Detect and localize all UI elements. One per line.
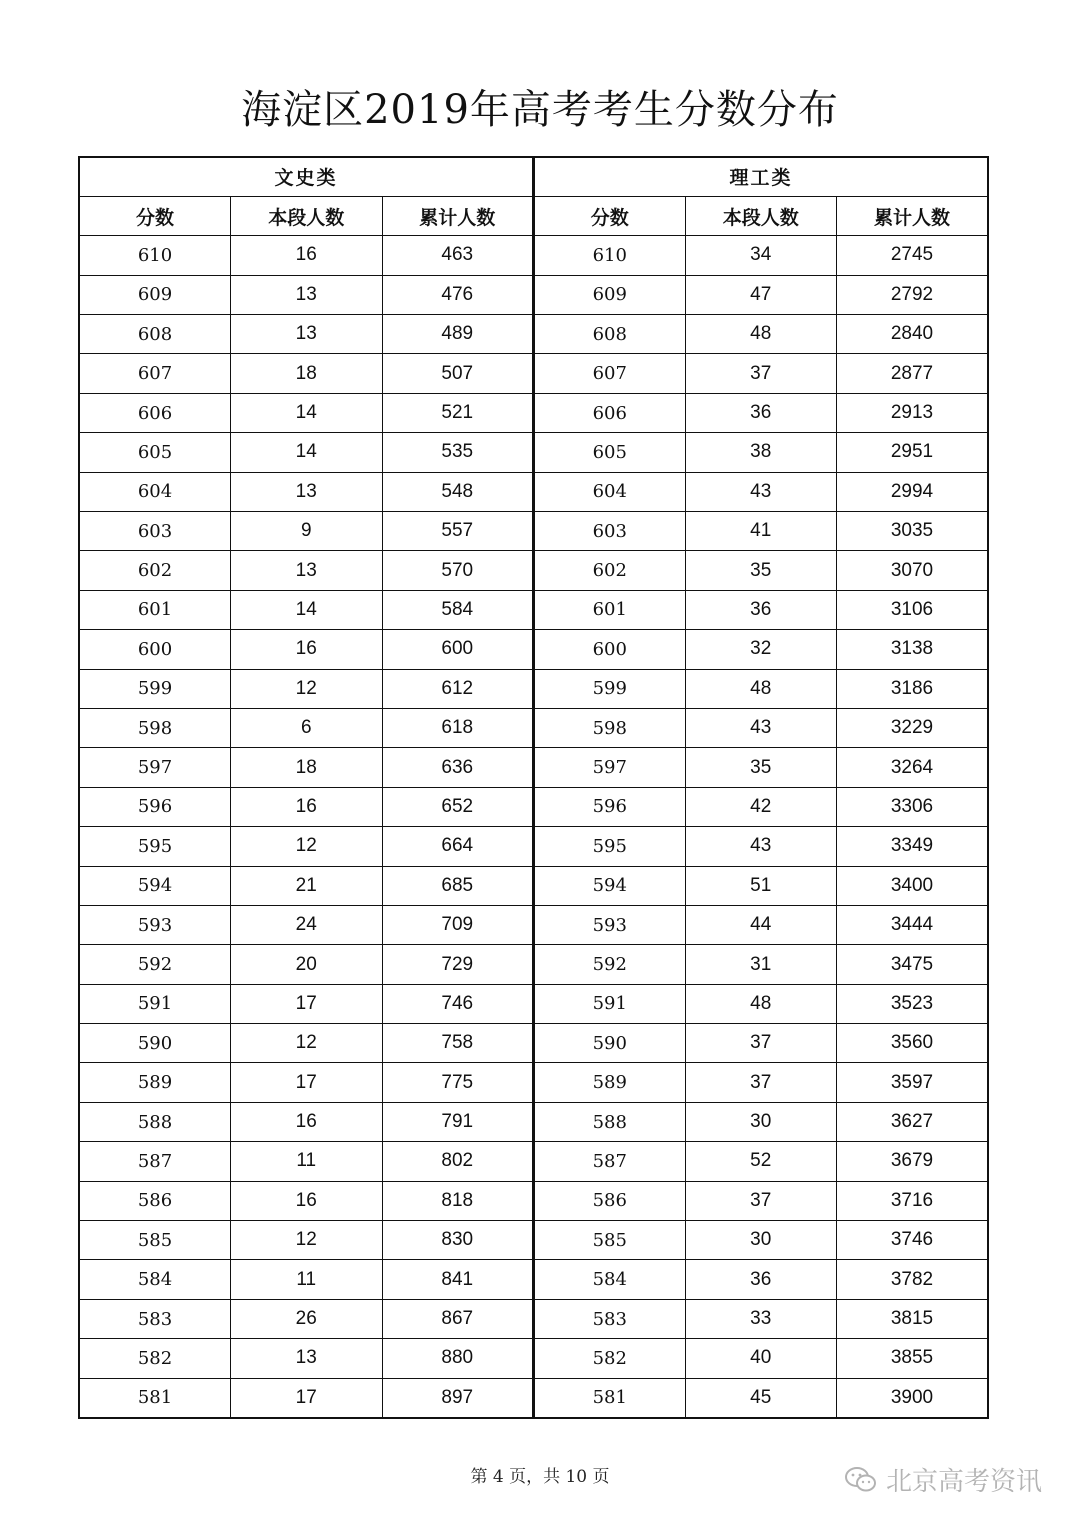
score-distribution-table <box>78 156 989 1419</box>
cumulative-count-cell: 830 <box>382 1221 534 1260</box>
table-row <box>79 590 988 629</box>
segment-count-cell: 48 <box>685 669 837 708</box>
segment-count-cell: 38 <box>685 433 837 472</box>
table-row <box>79 472 988 511</box>
cumulative-count-cell: 3900 <box>837 1378 989 1417</box>
cumulative-count-cell: 802 <box>382 1142 534 1181</box>
group-header-liberal-arts: 文史类 <box>79 157 534 196</box>
table-row <box>79 512 988 551</box>
segment-count-cell: 48 <box>685 984 837 1023</box>
segment-count-cell: 13 <box>231 315 383 354</box>
cumulative-count-cell: 489 <box>382 315 534 354</box>
cumulative-count-cell: 463 <box>382 236 534 275</box>
cumulative-count-cell: 685 <box>382 866 534 905</box>
cumulative-count-cell: 507 <box>382 354 534 393</box>
score-cell: 610 <box>79 236 231 275</box>
segment-count-cell: 52 <box>685 1142 837 1181</box>
segment-count-cell: 51 <box>685 866 837 905</box>
score-cell: 586 <box>534 1181 686 1220</box>
table-row <box>79 354 988 393</box>
table-row <box>79 1102 988 1141</box>
segment-count-cell: 16 <box>231 236 383 275</box>
cumulative-count-cell: 818 <box>382 1181 534 1220</box>
score-cell: 599 <box>79 669 231 708</box>
segment-count-cell: 13 <box>231 1339 383 1378</box>
segment-count-cell: 16 <box>231 1102 383 1141</box>
cumulative-count-cell: 618 <box>382 708 534 747</box>
table-row <box>79 669 988 708</box>
table-row <box>79 275 988 314</box>
table-row <box>79 748 988 787</box>
score-cell: 597 <box>79 748 231 787</box>
score-cell: 589 <box>79 1063 231 1102</box>
cumulative-count-cell: 2951 <box>837 433 989 472</box>
table-row <box>79 1142 988 1181</box>
segment-count-cell: 16 <box>231 630 383 669</box>
cumulative-count-cell: 548 <box>382 472 534 511</box>
score-cell: 592 <box>534 945 686 984</box>
score-cell: 594 <box>534 866 686 905</box>
cumulative-count-cell: 729 <box>382 945 534 984</box>
table-row <box>79 827 988 866</box>
cumulative-count-cell: 570 <box>382 551 534 590</box>
score-cell: 582 <box>534 1339 686 1378</box>
segment-count-cell: 43 <box>685 827 837 866</box>
segment-count-cell: 43 <box>685 472 837 511</box>
cumulative-count-cell: 791 <box>382 1102 534 1141</box>
segment-count-cell: 36 <box>685 1260 837 1299</box>
cumulative-count-cell: 3349 <box>837 827 989 866</box>
cumulative-count-cell: 3523 <box>837 984 989 1023</box>
cumulative-count-cell: 3106 <box>837 590 989 629</box>
column-header-score: 分数 <box>534 196 686 235</box>
group-header-row <box>79 157 988 196</box>
score-cell: 589 <box>534 1063 686 1102</box>
segment-count-cell: 16 <box>231 787 383 826</box>
cumulative-count-cell: 867 <box>382 1299 534 1338</box>
score-cell: 609 <box>534 275 686 314</box>
cumulative-count-cell: 557 <box>382 512 534 551</box>
cumulative-count-cell: 2792 <box>837 275 989 314</box>
score-cell: 587 <box>79 1142 231 1181</box>
watermark <box>844 1461 1042 1498</box>
score-cell: 591 <box>79 984 231 1023</box>
cumulative-count-cell: 3597 <box>837 1063 989 1102</box>
table-row <box>79 1221 988 1260</box>
score-cell: 599 <box>534 669 686 708</box>
segment-count-cell: 14 <box>231 590 383 629</box>
table-row <box>79 708 988 747</box>
cumulative-count-cell: 880 <box>382 1339 534 1378</box>
cumulative-count-cell: 758 <box>382 1024 534 1063</box>
score-cell: 601 <box>79 590 231 629</box>
segment-count-cell: 17 <box>231 1063 383 1102</box>
score-cell: 600 <box>534 630 686 669</box>
table-row <box>79 1299 988 1338</box>
segment-count-cell: 45 <box>685 1378 837 1417</box>
segment-count-cell: 37 <box>685 1024 837 1063</box>
score-cell: 593 <box>534 905 686 944</box>
score-cell: 604 <box>534 472 686 511</box>
score-cell: 603 <box>534 512 686 551</box>
segment-count-cell: 13 <box>231 472 383 511</box>
cumulative-count-cell: 2877 <box>837 354 989 393</box>
score-cell: 586 <box>79 1181 231 1220</box>
segment-count-cell: 37 <box>685 1063 837 1102</box>
cumulative-count-cell: 636 <box>382 748 534 787</box>
segment-count-cell: 35 <box>685 748 837 787</box>
segment-count-cell: 14 <box>231 433 383 472</box>
score-cell: 602 <box>79 551 231 590</box>
score-cell: 607 <box>534 354 686 393</box>
score-cell: 608 <box>534 315 686 354</box>
segment-count-cell: 13 <box>231 551 383 590</box>
cumulative-count-cell: 3679 <box>837 1142 989 1181</box>
cumulative-count-cell: 3186 <box>837 669 989 708</box>
segment-count-cell: 36 <box>685 590 837 629</box>
score-cell: 592 <box>79 945 231 984</box>
wechat-icon <box>844 1466 878 1494</box>
score-cell: 596 <box>79 787 231 826</box>
score-cell: 583 <box>79 1299 231 1338</box>
watermark-text: 北京高考资讯 <box>885 1467 1042 1497</box>
segment-count-cell: 18 <box>231 748 383 787</box>
score-cell: 603 <box>79 512 231 551</box>
cumulative-count-cell: 2745 <box>837 236 989 275</box>
page-footer: 第 4 页，共 10 页 <box>470 1467 610 1487</box>
cumulative-count-cell: 584 <box>382 590 534 629</box>
segment-count-cell: 20 <box>231 945 383 984</box>
segment-count-cell: 13 <box>231 275 383 314</box>
table-row <box>79 393 988 432</box>
score-cell: 590 <box>79 1024 231 1063</box>
score-cell: 605 <box>534 433 686 472</box>
cumulative-count-cell: 535 <box>382 433 534 472</box>
score-cell: 585 <box>79 1221 231 1260</box>
table-row <box>79 630 988 669</box>
segment-count-cell: 37 <box>685 354 837 393</box>
cumulative-count-cell: 2840 <box>837 315 989 354</box>
score-cell: 597 <box>534 748 686 787</box>
table-row <box>79 551 988 590</box>
table-row <box>79 1378 988 1417</box>
segment-count-cell: 34 <box>685 236 837 275</box>
cumulative-count-cell: 3138 <box>837 630 989 669</box>
score-cell: 581 <box>79 1378 231 1417</box>
segment-count-cell: 17 <box>231 984 383 1023</box>
column-header-segment-count: 本段人数 <box>231 196 383 235</box>
segment-count-cell: 12 <box>231 1221 383 1260</box>
score-cell: 593 <box>79 905 231 944</box>
cumulative-count-cell: 897 <box>382 1378 534 1417</box>
cumulative-count-cell: 3716 <box>837 1181 989 1220</box>
score-cell: 588 <box>79 1102 231 1141</box>
score-cell: 608 <box>79 315 231 354</box>
segment-count-cell: 16 <box>231 1181 383 1220</box>
segment-count-cell: 12 <box>231 1024 383 1063</box>
segment-count-cell: 37 <box>685 1181 837 1220</box>
segment-count-cell: 18 <box>231 354 383 393</box>
score-cell: 606 <box>79 393 231 432</box>
score-cell: 588 <box>534 1102 686 1141</box>
segment-count-cell: 47 <box>685 275 837 314</box>
score-cell: 594 <box>79 866 231 905</box>
table-row <box>79 905 988 944</box>
segment-count-cell: 12 <box>231 669 383 708</box>
cumulative-count-cell: 3627 <box>837 1102 989 1141</box>
segment-count-cell: 14 <box>231 393 383 432</box>
score-cell: 609 <box>79 275 231 314</box>
cumulative-count-cell: 3306 <box>837 787 989 826</box>
cumulative-count-cell: 521 <box>382 393 534 432</box>
column-header-score: 分数 <box>79 196 231 235</box>
page-title: 海淀区2019年高考考生分数分布 <box>241 87 839 133</box>
cumulative-count-cell: 3229 <box>837 708 989 747</box>
cumulative-count-cell: 746 <box>382 984 534 1023</box>
segment-count-cell: 26 <box>231 1299 383 1338</box>
score-cell: 595 <box>79 827 231 866</box>
segment-count-cell: 30 <box>685 1221 837 1260</box>
cumulative-count-cell: 3815 <box>837 1299 989 1338</box>
cumulative-count-cell: 2913 <box>837 393 989 432</box>
cumulative-count-cell: 3070 <box>837 551 989 590</box>
cumulative-count-cell: 3782 <box>837 1260 989 1299</box>
score-cell: 584 <box>79 1260 231 1299</box>
segment-count-cell: 35 <box>685 551 837 590</box>
segment-count-cell: 30 <box>685 1102 837 1141</box>
segment-count-cell: 17 <box>231 1378 383 1417</box>
segment-count-cell: 24 <box>231 905 383 944</box>
column-header-cumulative-count: 累计人数 <box>382 196 534 235</box>
table-body <box>79 236 988 1418</box>
segment-count-cell: 6 <box>231 708 383 747</box>
cumulative-count-cell: 476 <box>382 275 534 314</box>
score-cell: 596 <box>534 787 686 826</box>
segment-count-cell: 36 <box>685 393 837 432</box>
score-cell: 606 <box>534 393 686 432</box>
cumulative-count-cell: 664 <box>382 827 534 866</box>
segment-count-cell: 43 <box>685 708 837 747</box>
score-cell: 598 <box>534 708 686 747</box>
column-header-row <box>79 196 988 235</box>
table-row <box>79 984 988 1023</box>
table-row <box>79 433 988 472</box>
segment-count-cell: 44 <box>685 905 837 944</box>
table-row <box>79 1024 988 1063</box>
segment-count-cell: 11 <box>231 1260 383 1299</box>
score-cell: 581 <box>534 1378 686 1417</box>
score-cell: 584 <box>534 1260 686 1299</box>
score-cell: 587 <box>534 1142 686 1181</box>
segment-count-cell: 11 <box>231 1142 383 1181</box>
group-header-science: 理工类 <box>534 157 989 196</box>
score-cell: 610 <box>534 236 686 275</box>
segment-count-cell: 31 <box>685 945 837 984</box>
cumulative-count-cell: 3264 <box>837 748 989 787</box>
score-cell: 598 <box>79 708 231 747</box>
score-cell: 590 <box>534 1024 686 1063</box>
score-cell: 604 <box>79 472 231 511</box>
column-header-cumulative-count: 累计人数 <box>837 196 989 235</box>
cumulative-count-cell: 709 <box>382 905 534 944</box>
cumulative-count-cell: 3400 <box>837 866 989 905</box>
cumulative-count-cell: 600 <box>382 630 534 669</box>
table-row <box>79 1260 988 1299</box>
table-row <box>79 787 988 826</box>
cumulative-count-cell: 775 <box>382 1063 534 1102</box>
table-row <box>79 315 988 354</box>
cumulative-count-cell: 3855 <box>837 1339 989 1378</box>
score-cell: 585 <box>534 1221 686 1260</box>
segment-count-cell: 33 <box>685 1299 837 1338</box>
cumulative-count-cell: 2994 <box>837 472 989 511</box>
segment-count-cell: 48 <box>685 315 837 354</box>
cumulative-count-cell: 3475 <box>837 945 989 984</box>
segment-count-cell: 21 <box>231 866 383 905</box>
cumulative-count-cell: 3746 <box>837 1221 989 1260</box>
cumulative-count-cell: 652 <box>382 787 534 826</box>
cumulative-count-cell: 612 <box>382 669 534 708</box>
score-cell: 601 <box>534 590 686 629</box>
segment-count-cell: 41 <box>685 512 837 551</box>
table-row <box>79 866 988 905</box>
score-cell: 595 <box>534 827 686 866</box>
table-row <box>79 1063 988 1102</box>
table-row <box>79 1181 988 1220</box>
cumulative-count-cell: 3035 <box>837 512 989 551</box>
table-row <box>79 1339 988 1378</box>
segment-count-cell: 40 <box>685 1339 837 1378</box>
score-cell: 591 <box>534 984 686 1023</box>
cumulative-count-cell: 3444 <box>837 905 989 944</box>
column-header-segment-count: 本段人数 <box>685 196 837 235</box>
score-cell: 582 <box>79 1339 231 1378</box>
segment-count-cell: 42 <box>685 787 837 826</box>
score-cell: 607 <box>79 354 231 393</box>
segment-count-cell: 12 <box>231 827 383 866</box>
segment-count-cell: 32 <box>685 630 837 669</box>
score-cell: 602 <box>534 551 686 590</box>
cumulative-count-cell: 3560 <box>837 1024 989 1063</box>
segment-count-cell: 9 <box>231 512 383 551</box>
score-cell: 605 <box>79 433 231 472</box>
cumulative-count-cell: 841 <box>382 1260 534 1299</box>
table-row <box>79 945 988 984</box>
table-row <box>79 236 988 275</box>
score-cell: 600 <box>79 630 231 669</box>
score-cell: 583 <box>534 1299 686 1338</box>
